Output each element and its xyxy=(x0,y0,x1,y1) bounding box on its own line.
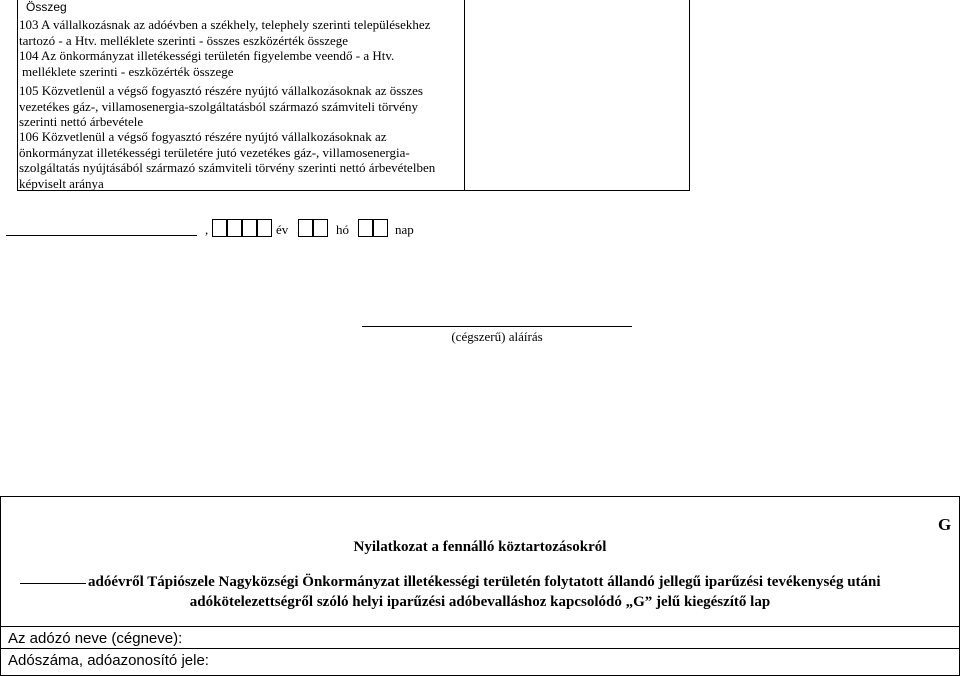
row-105-line2: vezetékes gáz-, villamosenergia-szolgáltatásból származó számviteli törvény xyxy=(19,98,418,114)
amount-column-divider xyxy=(464,0,465,190)
month-digit-box[interactable] xyxy=(298,219,313,237)
year-digit-box[interactable] xyxy=(227,219,242,237)
place-blank[interactable] xyxy=(6,235,197,236)
year-digit-box[interactable] xyxy=(242,219,257,237)
day-label: nap xyxy=(395,222,414,237)
day-digit-box[interactable] xyxy=(358,219,373,237)
row-104 xyxy=(19,48,459,79)
row-105-line3: szerinti nettó árbevétele xyxy=(19,114,144,129)
taxpayer-name-label: Az adózó neve (cégneve): xyxy=(8,630,183,647)
row-106-line4: képviselt aránya xyxy=(19,175,104,191)
row-103-line1: 103 A vállalkozásnak az adóévben a székhely, telephely szerinti településekhez xyxy=(19,17,431,32)
row-104-line2: melléklete szerinti - eszközérték összege xyxy=(22,63,234,79)
month-label: hó xyxy=(336,222,349,237)
day-digit-box[interactable] xyxy=(373,219,388,237)
field-divider xyxy=(0,626,960,627)
row-106-line1: 106 Közvetlenül a végső fogyasztó részére nyújtó vállalkozásoknak az xyxy=(19,129,387,144)
row-104-line1: 104 Az önkormányzat illetékességi területén figyelembe veendő - a Htv. xyxy=(19,48,395,63)
row-105 xyxy=(19,83,459,130)
field-divider xyxy=(0,648,960,649)
declaration-subtitle-line2: adókötelezettségről szóló helyi iparűzési adóbevalláshoz kapcsolódó „G” jelű kiegészítő lap xyxy=(189,594,771,610)
year-blank[interactable] xyxy=(20,583,86,584)
declaration-title: Nyilatkozat a fennálló köztartozásokról xyxy=(353,539,607,555)
sheet-letter: G xyxy=(938,515,952,534)
row-103-line2: tartozó - a Htv. melléklete szerinti - összes eszközérték összege xyxy=(19,32,349,48)
row-106 xyxy=(19,129,459,191)
year-label: év xyxy=(276,222,289,237)
year-digit-box[interactable] xyxy=(212,219,227,237)
declaration-subtitle-text1: adóévről Tápiószele Nagyközségi Önkormányzat illetékességi területén folytatott állandó jellegű iparűzési tevékenység utáni xyxy=(88,574,881,590)
row-106-line3: szolgáltatás nyújtásából származó számviteli törvény szerinti nettó árbevételben xyxy=(19,160,436,175)
signature-label: (cégszerű) aláírás xyxy=(451,329,543,344)
signature-line[interactable] xyxy=(362,326,632,327)
month-digit-box[interactable] xyxy=(313,219,328,237)
sum-header: Összeg xyxy=(26,0,67,14)
year-digit-box[interactable] xyxy=(257,219,272,237)
date-line xyxy=(6,219,960,239)
row-106-line2: önkormányzat illetékességi területére jutó vezetékes gáz-, villamosenergia- xyxy=(19,144,410,160)
place-comma: , xyxy=(205,222,209,237)
row-105-line1: 105 Közvetlenül a végső fogyasztó részére nyújtó vállalkozásoknak az összes xyxy=(19,83,423,98)
row-103 xyxy=(19,17,459,48)
declaration-subtitle-line1 xyxy=(20,574,960,591)
tax-id-label: Adószáma, adóazonosító jele: xyxy=(8,652,209,669)
